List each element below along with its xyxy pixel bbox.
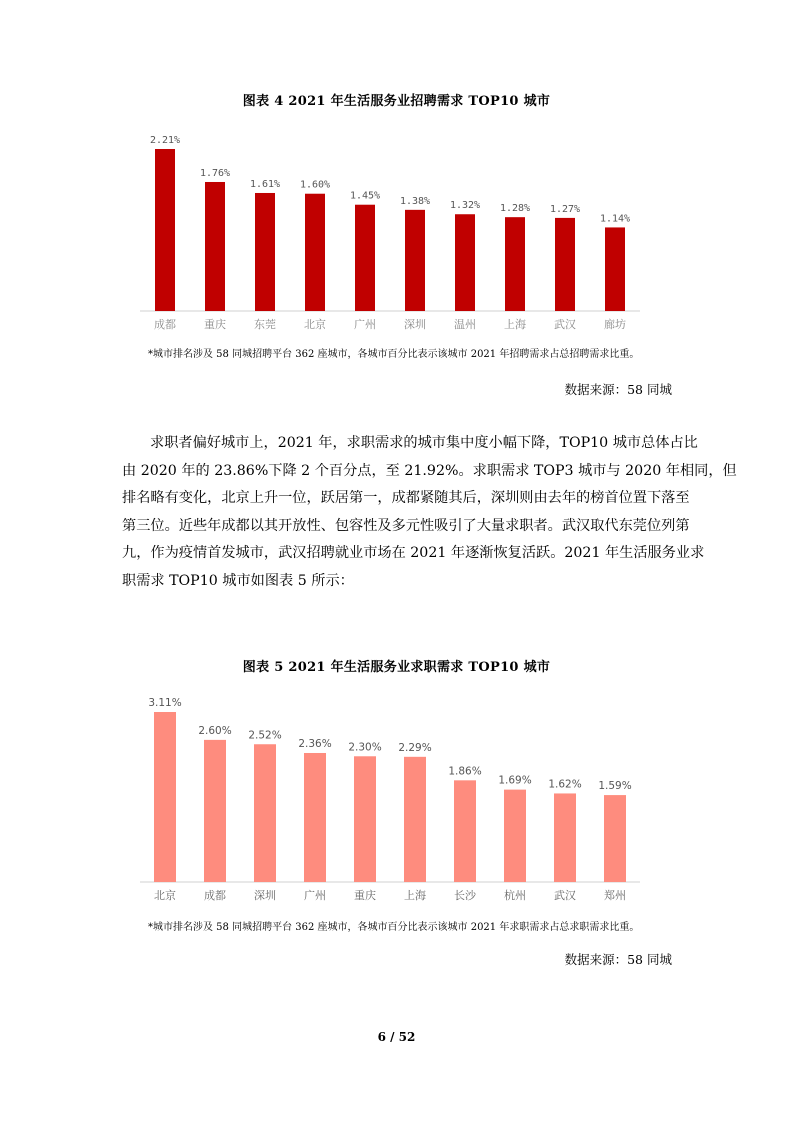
bar — [604, 795, 626, 882]
bar — [255, 193, 275, 311]
data-label: 1.61% — [249, 178, 281, 190]
x-tick-label: 北京 — [154, 889, 176, 902]
data-label: 2.36% — [298, 737, 332, 750]
x-tick-label: 北京 — [304, 318, 326, 331]
bar — [204, 740, 226, 882]
paragraph-line: 九，作为疫情首发城市，武汉招聘就业市场在 2021 年逐渐恢复活跃。2021 年生活服务业求 — [122, 545, 705, 562]
body-paragraph — [122, 430, 737, 596]
data-label: 1.69% — [498, 774, 532, 787]
bar — [254, 744, 276, 882]
x-tick-label: 广州 — [354, 318, 376, 331]
figure5-chart — [140, 688, 660, 910]
figure4-bar-chart — [140, 120, 660, 340]
paragraph-line: 第三位。近些年成都以其开放性、包容性及多元性吸引了大量求职者。武汉取代东莞位列第 — [122, 517, 690, 534]
data-label: 1.38% — [399, 195, 431, 207]
bar — [554, 793, 576, 882]
x-tick-label: 杭州 — [504, 889, 526, 902]
data-label: 1.60% — [299, 179, 331, 191]
x-tick-label: 东莞 — [254, 318, 276, 331]
x-tick-label: 广州 — [304, 889, 326, 902]
x-tick-label: 郑州 — [604, 889, 626, 902]
bar — [304, 753, 326, 882]
figure4-source: 数据来源：58 同城 — [564, 382, 672, 397]
data-label: 2.60% — [198, 724, 232, 737]
data-label: 1.76% — [199, 167, 231, 179]
bar — [455, 214, 475, 311]
x-tick-label: 武汉 — [554, 318, 576, 331]
bar — [555, 218, 575, 311]
bar — [205, 182, 225, 311]
page-number: 6 / 52 — [377, 1030, 416, 1044]
figure4-note: *城市排名涉及 58 同城招聘平台 362 座城市，各城市百分比表示该城市 2021 年招聘需求占总招聘需求比重。 — [148, 349, 640, 360]
data-label: 2.21% — [149, 135, 181, 146]
figure5-source: 数据来源：58 同城 — [564, 952, 672, 967]
paragraph-line: 求职者偏好城市上，2021 年，求职需求的城市集中度小幅下降，TOP10 城市总体占比 — [150, 435, 698, 451]
data-label: 1.59% — [598, 780, 632, 793]
bar — [404, 757, 426, 882]
bar — [504, 790, 526, 882]
bar — [505, 217, 525, 311]
data-label: 2.29% — [398, 741, 432, 754]
paragraph-line: 由 2020 年的 23.86%下降 2 个百分点，至 21.92%。求职需求 TOP3 城市与 2020 年相同，但 — [122, 462, 737, 479]
x-tick-label: 上海 — [404, 889, 426, 902]
figure4-title: 图表 4 2021 年生活服务业招聘需求 TOP10 城市 — [242, 94, 551, 109]
x-tick-label: 深圳 — [254, 889, 276, 902]
x-tick-label: 成都 — [204, 889, 226, 902]
figure5-bar-chart — [140, 688, 660, 910]
x-tick-label: 重庆 — [354, 889, 376, 902]
x-tick-label: 成都 — [154, 318, 176, 331]
x-tick-label: 温州 — [454, 318, 476, 331]
paragraph-line: 职需求 TOP10 城市如图表 5 所示： — [122, 572, 354, 589]
figure4-chart — [140, 120, 660, 340]
x-tick-label: 深圳 — [404, 318, 426, 331]
data-label: 1.32% — [449, 200, 481, 212]
bar — [605, 227, 625, 311]
paragraph-line: 排名略有变化，北京上升一位，跃居第一，成都紧随其后，深圳则由去年的榜首位置下落至 — [122, 490, 690, 507]
bar — [154, 712, 176, 882]
x-tick-label: 长沙 — [454, 889, 476, 902]
figure5-title: 图表 5 2021 年生活服务业求职需求 TOP10 城市 — [242, 660, 551, 675]
x-tick-label: 廊坊 — [604, 318, 626, 331]
x-tick-label: 武汉 — [554, 889, 576, 902]
data-label: 1.27% — [549, 203, 581, 215]
bar — [355, 205, 375, 311]
data-label: 1.62% — [548, 778, 582, 791]
data-label: 1.28% — [499, 203, 531, 215]
data-label: 1.45% — [349, 190, 381, 202]
bar — [155, 149, 175, 311]
bar — [454, 780, 476, 882]
bar — [405, 210, 425, 311]
figure5-note: *城市排名涉及 58 同城招聘平台 362 座城市，各城市百分比表示该城市 2021 年求职需求占总求职需求比重。 — [148, 922, 640, 933]
bar — [305, 194, 325, 311]
x-tick-label: 上海 — [504, 318, 526, 331]
data-label: 2.52% — [248, 729, 282, 742]
bar — [354, 756, 376, 882]
data-label: 1.86% — [448, 765, 482, 778]
x-tick-label: 重庆 — [204, 318, 226, 331]
data-label: 2.30% — [348, 741, 382, 754]
data-label: 1.14% — [599, 213, 631, 225]
data-label: 3.11% — [148, 697, 182, 709]
